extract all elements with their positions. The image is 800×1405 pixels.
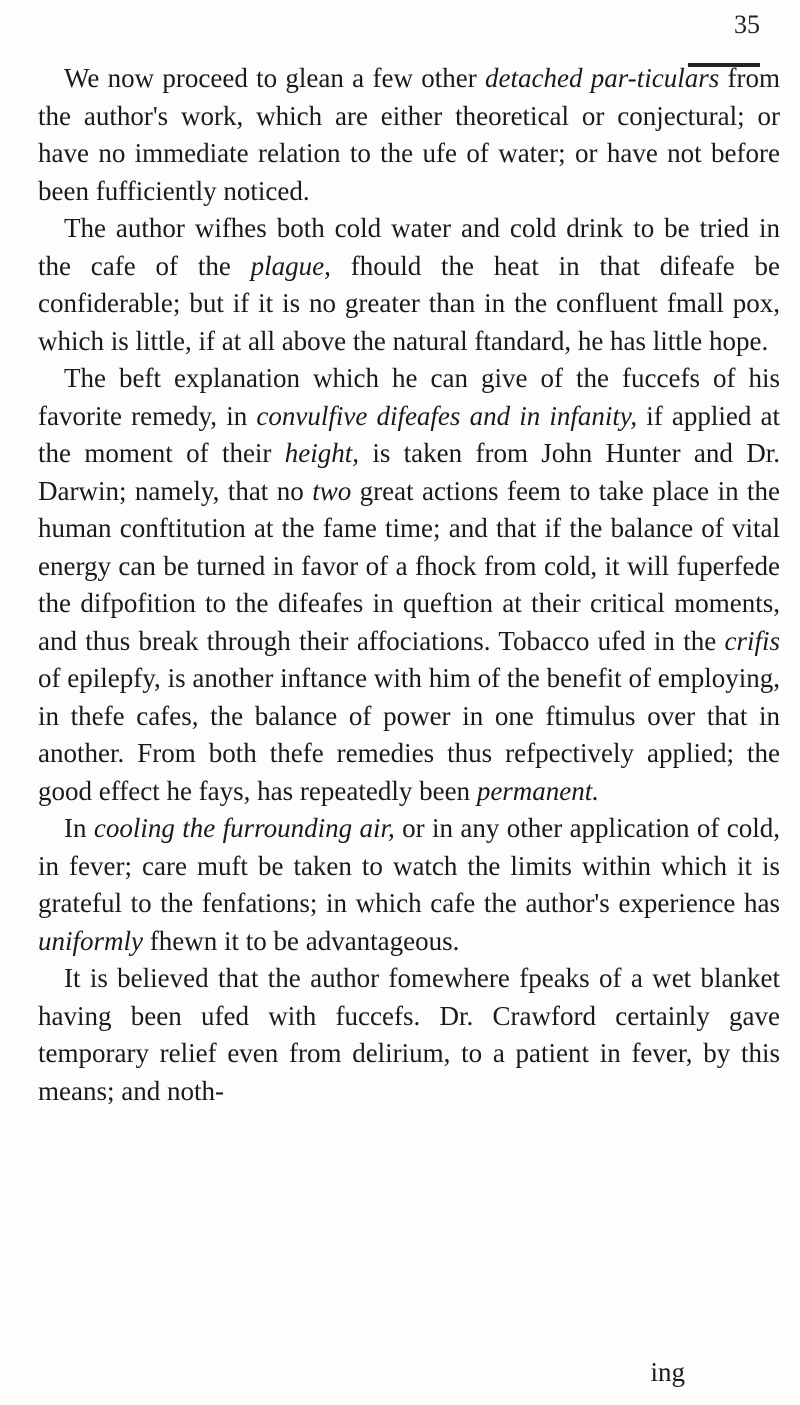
- paragraph-2: [38, 210, 780, 360]
- text-run: In: [64, 813, 94, 843]
- text-run: It is believed that the author fomewhere fpeaks of a wet blanket having been ufed with fuccefs. Dr. Crawford certainly gave temporary relief even from delirium, to a patient in fever, by this means; and noth-: [38, 963, 780, 1106]
- catchword: ing: [650, 1357, 685, 1387]
- italic-text: convulfive difeafes and in infanity,: [256, 400, 638, 431]
- page-number: 35: [734, 10, 760, 39]
- body-text: [38, 60, 780, 1110]
- text-run: if applied at the moment of their: [38, 400, 781, 468]
- text-run: is taken from John Hunter and Dr. Darwin; namely, that no: [38, 438, 780, 506]
- text-run: of epilepfy, is another inftance with him of the benefit of employing, in thefe cafes, the balance of power in one ftimulus over that in another. From both thefe remedies thus refpectively applied; the good effect he fays, has repeatedly been: [38, 663, 780, 806]
- text-run: We now proceed to glean a few other: [64, 63, 486, 93]
- italic-text: permanent.: [476, 775, 600, 806]
- text-run: fhewn it to be advantageous.: [143, 925, 460, 956]
- italic-text: uniformly: [38, 925, 143, 956]
- paragraph-3: [38, 360, 780, 810]
- text-run: or in any other application of cold, in fever; care muft be taken to watch the limits within which it is grateful to the fenfations; in which cafe the author's experience has: [38, 813, 780, 918]
- text-run: great actions feem to take place in the human conftitution at the fame time; and that if the balance of vital energy can be turned in favor of a fhock from cold, it will fuperfede the difpofition to the difeafes in queftion at their critical moments, and thus break through their affociations. Tobacco ufed in the: [38, 475, 781, 656]
- italic-text: detached par-ticulars: [485, 63, 720, 93]
- paragraph-1: [38, 60, 780, 210]
- text-run: The author wifhes both cold water and cold drink to be tried in the cafe of the: [38, 213, 780, 281]
- text-run: from the author's work, which are either theoretical or conjectural; or have no immediate relation to the ufe of water; or have not before been fufficiently noticed.: [38, 63, 781, 206]
- italic-text: plague,: [250, 250, 331, 281]
- italic-text: two: [312, 475, 352, 506]
- paragraph-4: [38, 810, 780, 960]
- paragraph-5: [38, 960, 780, 1110]
- italic-text: crifis: [724, 625, 780, 656]
- text-run: The beft explanation which he can give of the fuccefs of his favorite remedy, in: [38, 363, 780, 431]
- text-run: fhould the heat in that difeafe be confiderable; but if it is no greater than in the confluent fmall pox, which is little, if at all above the natural ftandard, he has little hope.: [38, 250, 780, 356]
- italic-text: height,: [284, 438, 360, 468]
- italic-text: cooling the furrounding air,: [93, 813, 395, 843]
